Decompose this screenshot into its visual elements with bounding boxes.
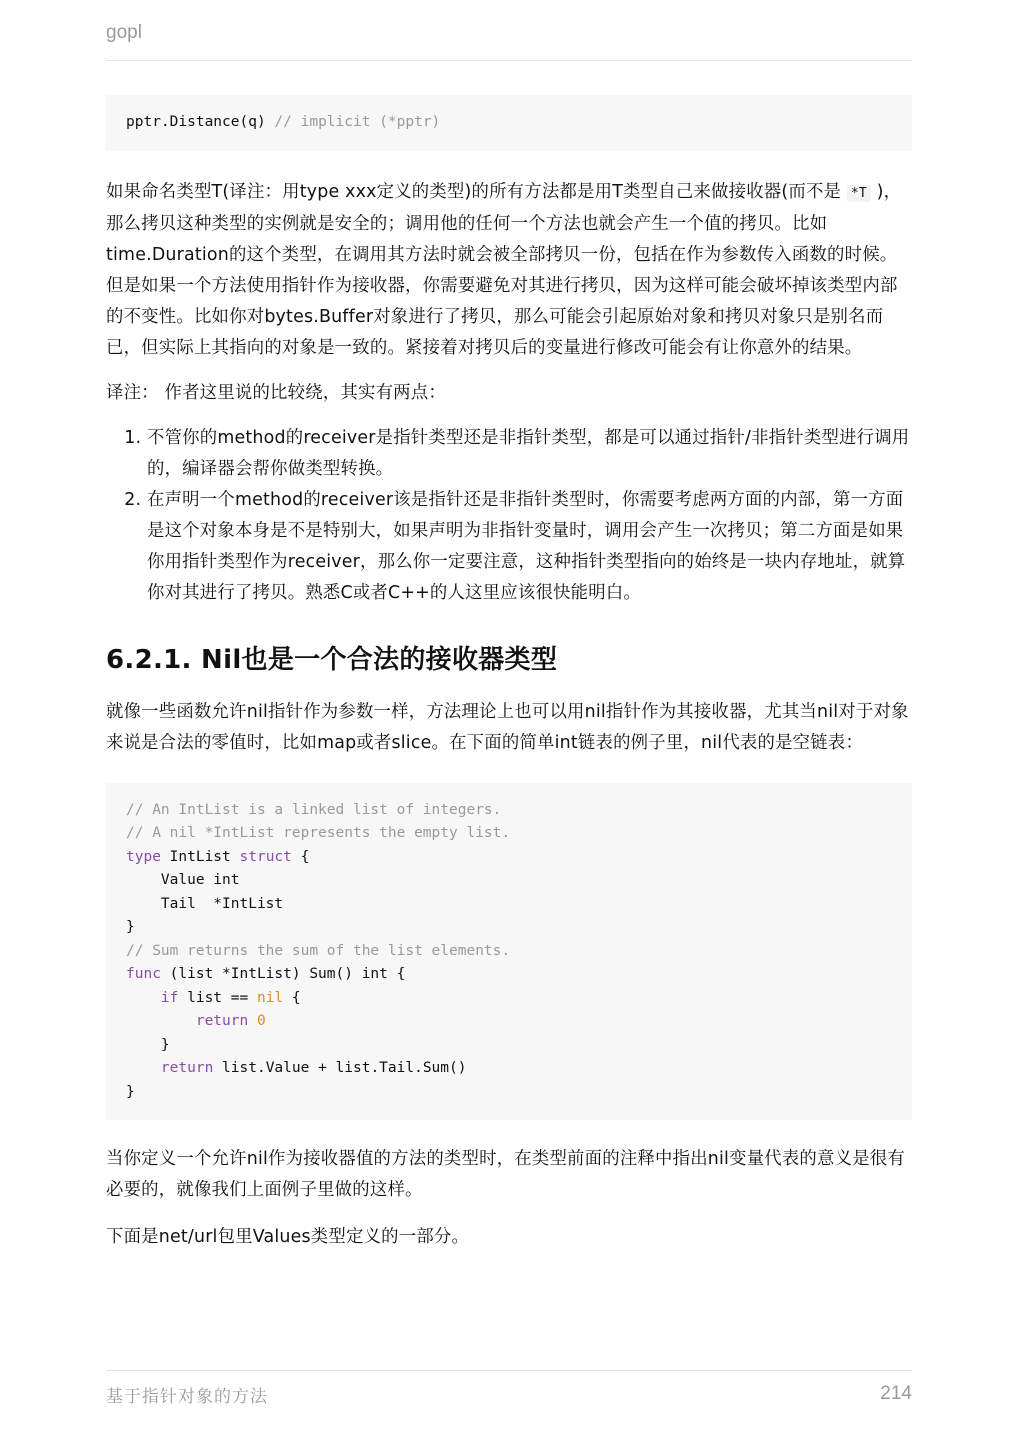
code-keyword: func [126,966,161,982]
code-comment: // implicit (*pptr) [274,114,441,130]
inline-code: *T [847,185,871,202]
code-line: pptr.Distance(q) [126,114,266,130]
section-heading: 6.2.1. Nil也是一个合法的接收器类型 [106,644,558,675]
code-text: Tail *IntList [126,895,284,912]
code-text [248,1013,257,1029]
paragraph-nil-comment: 当你定义一个允许nil作为接收器值的方法的类型时，在类型前面的注释中指出nil变量代表的意义是很有必要的，就像我们上面例子里做的这样。 [106,1149,905,1200]
code-text: Value int [126,872,240,888]
page-header [106,22,912,61]
para-text: 如果命名类型T(译注：用type xxx定义的类型)的所有方法都是用T类型自己来做接收器(而不是 [106,181,842,202]
code-text: list.Value + list.Tail.Sum() [213,1060,467,1076]
code-text: } [126,1036,170,1053]
para-text: )，那么拷贝这种类型的实例就是安全的；调用他的任何一个方法也就会产生一个值的拷贝。比如time.Duration的这个类型，在调用其方法时就会被全部拷贝一份，包括在作为参数传入函数的时候。但是如果一个方法使用指针作为接收器，你需要避免对其进行拷贝，因为这样可能会破坏掉该类型内部的不变性。比如你对bytes.Buffer对象进行了拷贝，那么可能会引起原始对象和拷贝对象只是别名而已，但实际上其指向的对象是一致的。紧接着对拷贝后的变量进行修改可能会有让你意外的结果。 [106,181,902,358]
code-indent [126,990,161,1006]
code-text: } [126,1083,135,1100]
paragraph-value-receiver [106,177,912,364]
code-keyword: if [160,989,179,1006]
paragraph-nil-receiver: 就像一些函数允许nil指针作为参数一样，方法理论上也可以用nil指针作为其接收器，尤其当nil对于对象来说是合法的零值时，比如map或者slice。在下面的简单int链表的例子里，nil代表的是空链表： [106,701,909,753]
code-comment: // A nil *IntList represents the empty list. [126,825,511,841]
list-item: 1. 不管你的method的receiver是指针类型还是非指针类型，都是可以通过指针/非指针类型进行调用的，编译器会帮你做类型转换。 [147,423,912,485]
code-literal: nil [256,989,284,1006]
page-content [106,95,912,1253]
page-footer [106,1370,912,1417]
note-list [106,423,912,609]
code-text: } [126,919,135,935]
code-text: list == [178,989,257,1006]
code-keyword: return [195,1013,249,1029]
page-number: 214 [880,1383,912,1404]
code-keyword: return [160,1060,214,1076]
code-text: IntList [160,848,240,865]
chapter-title: 基于指针对象的方法 [106,1386,268,1407]
code-indent [126,1013,196,1029]
code-block-intlist [106,783,912,1121]
code-keyword: type [126,848,161,865]
translator-note: 译注： 作者这里说的比较绕，其实有两点： [106,382,446,403]
code-comment: // An IntList is a linked list of integers. [126,801,502,818]
code-text: (list *IntList) Sum() int { [160,966,406,982]
code-comment: // Sum returns the sum of the list elements. [126,942,511,959]
paragraph-url-values: 下面是net/url包里Values类型定义的一部分。 [106,1227,470,1247]
code-literal: 0 [256,1013,266,1029]
code-text: { [283,989,301,1006]
code-block-implicit [106,95,912,151]
book-title: gopl [106,22,142,43]
code-text: { [291,848,310,865]
list-item: 2. 在声明一个method的receiver该是指针还是非指针类型时，你需要考虑两方面的内部，第一方面是这个对象本身是不是特别大，如果声明为非指针变量时，调用会产生一次拷贝；第二方面是如果你用指针类型作为receiver，那么你一定要注意，这种指针类型指向的始终是一块内存地址，就算你对其进行了拷贝。熟悉C或者C++的人这里应该很快能明白。 [147,485,912,609]
code-keyword: struct [239,848,292,865]
code-indent [126,1060,161,1076]
